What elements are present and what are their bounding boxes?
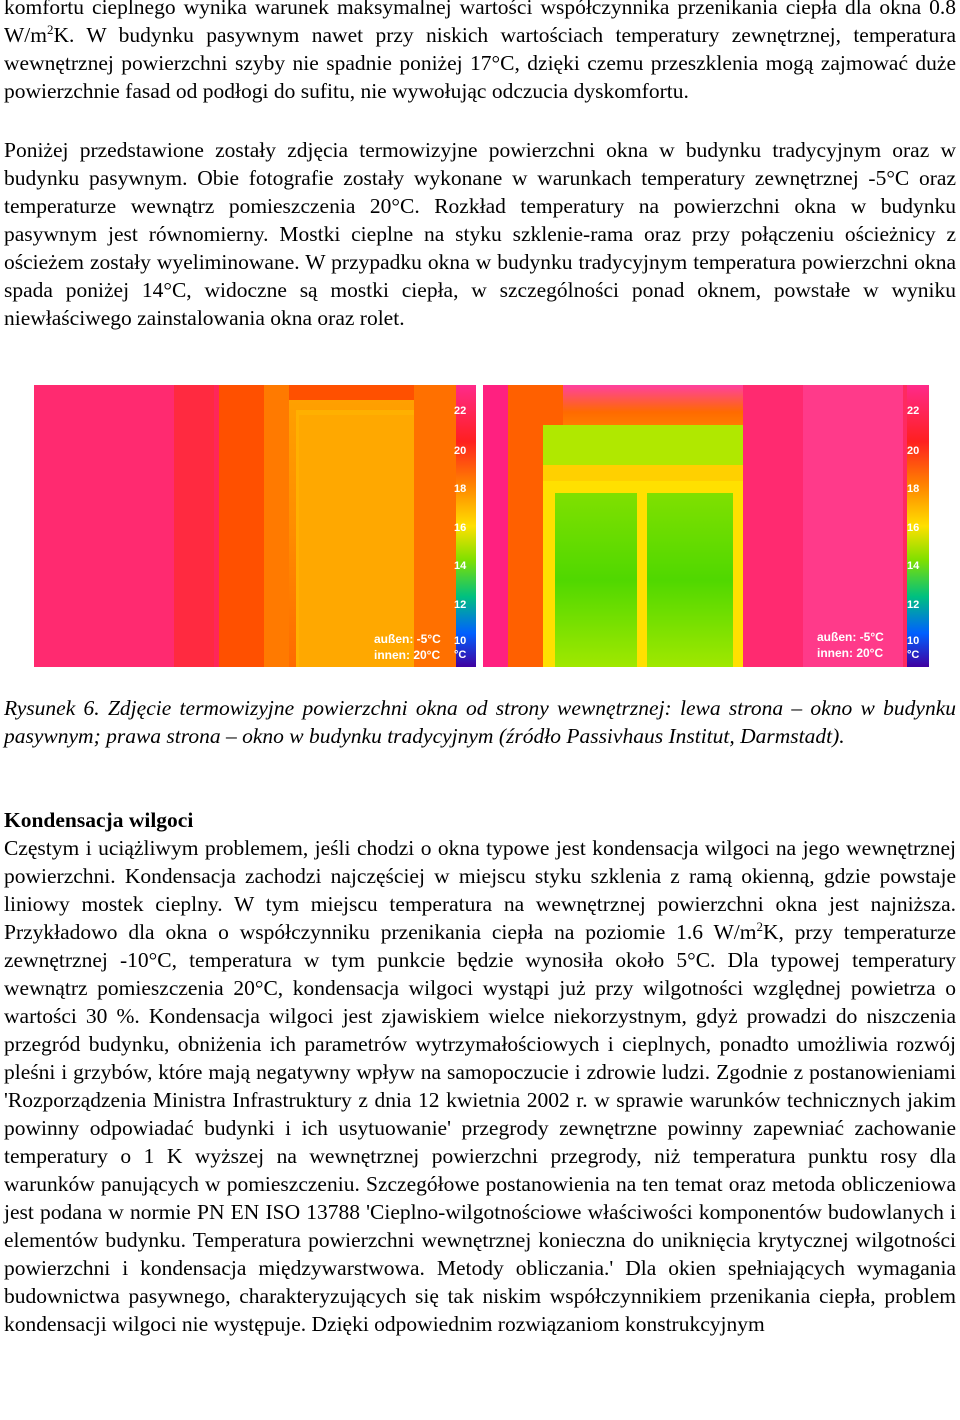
thermal-images-figure (34, 385, 929, 667)
paragraph-comfort (4, 0, 956, 105)
paragraph-condensation-text-a: Częstym i uciążliwym problemem, jeśli chodzi o okna typowe jest kondensacja wilgoci na jego wewnętrznej powierzchni. Kondensacja zachodzi najczęściej w miejscu styku szklenia z ramą okienną, gdzie powstaje liniowy mostek cieplny. W tym miejscu temperatura na wewnętrznej powierzchni okna jest najniższa. Przykładowo dla okna o współczynniku przenikania ciepła na poziomie 1.6 W/m (4, 836, 956, 944)
inside-temperature: innen: 20°C (817, 646, 884, 660)
scale-tick: 14 (454, 560, 467, 572)
inside-temperature: innen: 20°C (374, 648, 441, 662)
figure-caption: Rysunek 6. Zdjęcie termowizyjne powierzchni okna od strony wewnętrznej: lewa strona – okno w budynku pasywnym; prawa strona – okno w budynku tradycyjnym (źródło Passivhaus Institut, Darmstadt). (4, 696, 956, 748)
scale-tick: 10 (454, 635, 467, 647)
thermal-image-traditional-graphic (483, 385, 929, 667)
scale-tick: 22 (907, 405, 920, 417)
thermal-image-passive-graphic (34, 385, 476, 667)
scale-tick: °C (907, 649, 920, 661)
thermal-image-traditional (483, 385, 929, 667)
outside-temperature: außen: -5°C (817, 630, 884, 644)
temperature-scale-right (907, 399, 927, 661)
scale-tick: 12 (454, 599, 467, 611)
scale-tick: 22 (454, 405, 467, 417)
scale-tick: 20 (454, 445, 467, 457)
paragraph-condensation-text-b: K, przy temperaturze zewnętrznej -10°C, temperatura w tym punkcie będzie wynosiła około 5°C. Dla typowej temperatury wewnątrz pomieszczenia 20°C, kondensacja wilgoci wystąpi już przy wilgotności względnej powietrza o wartości 30 %. Kondensacja wilgoci jest zjawiskiem wielce niekorzystnym, gdyż prowadzi do niszczenia przegród budynku, obniżenia ich parametrów wytrzymałościowych i cieplnych, ponadto umożliwia rozwój pleśni i grzybów, które mają negatywny wpływ na samopoczucie i zdrowie ludzi. Zgodnie z postanowieniami 'Rozporządzenia Ministra Infrastruktury z dnia 12 kwietnia 2002 r. w sprawie warunków technicznych jakim powinny odpowiadać budynki i ich usytuowanie' przegrody zewnętrzne powinny zapewniać zachowanie temperatury o 1 K wyższej na wewnętrznej powierzchni przegrody, niż temperatura punktu rosy dla warunków panujących w pomieszczeniu. Szczegółowe postanowienia na ten temat oraz metoda obliczeniowa jest podana w normie PN EN ISO 13788 'Cieplno-wilgotnościowe właściwości komponentów budowlanych i elementów budynku. Temperatura powierzchni wewnętrznej konieczna do uniknięcia krytycznej wilgotności powierzchni i kondensacja międzywarstwowa. Metody obliczania.' Dla okien spełniających wymagania budownictwa pasywnego, charakteryzujących się tak niskim współczynnikiem przenikania ciepła, problem kondensacji wilgoci nie występuje. Dzięki odpowiednim rozwiązaniom konstrukcyjnym (4, 920, 956, 1336)
paragraph-condensation (4, 834, 956, 1338)
temperature-legend-right (817, 629, 884, 661)
scale-tick: 16 (454, 522, 467, 534)
scale-tick: 20 (907, 445, 920, 457)
scale-tick: 14 (907, 560, 920, 572)
scale-tick: °C (454, 649, 467, 661)
scale-tick: 18 (454, 483, 467, 495)
scale-tick: 12 (907, 599, 920, 611)
temperature-scale-left (454, 399, 474, 661)
temperature-legend-left (374, 631, 441, 663)
thermal-image-passive (34, 385, 476, 667)
superscript: 2 (47, 21, 54, 37)
section-heading: Kondensacja wilgoci (4, 808, 194, 832)
paragraph-comfort-text-b: K. W budynku pasywnym nawet przy niskich wartościach temperatury zewnętrznej, temperatura wewnętrznej powierzchni szyby nie spadnie poniżej 17°C, dzięki czemu przeszklenia mogą zajmować duże powierzchnie fasad od podłogi do sufitu, nie wywołując odczucia dyskomfortu. (4, 23, 956, 103)
outside-temperature: außen: -5°C (374, 632, 441, 646)
superscript: 2 (756, 918, 763, 934)
scale-tick: 16 (907, 522, 920, 534)
paragraph-thermography: Poniżej przedstawione zostały zdjęcia termowizyjne powierzchni okna w budynku tradycyjnym oraz w budynku pasywnym. Obie fotografie zostały wykonane w warunkach temperatury zewnętrznej -5°C oraz temperaturze wewnątrz pomieszczenia 20°C. Rozkład temperatury na powierzchni okna w budynku pasywnym jest równomierny. Mostki cieplne na styku szklenie-rama oraz przy połączeniu ościeżnicy z ościeżem zostały wyeliminowane. W przypadku okna w budynku tradycyjnym temperatura powierzchni okna spada poniżej 14°C, widoczne są mostki ciepła, w szczególności ponad oknem, powstałe w wyniku niewłaściwego zainstalowania okna oraz rolet. (4, 138, 956, 330)
paragraph-comfort-text-a: komfortu cieplnego wynika warunek maksymalnej wartości współczynnika przenikania ciepła dla okna 0.8 W/m (4, 0, 956, 47)
scale-tick: 18 (907, 483, 920, 495)
scale-tick: 10 (907, 635, 920, 647)
